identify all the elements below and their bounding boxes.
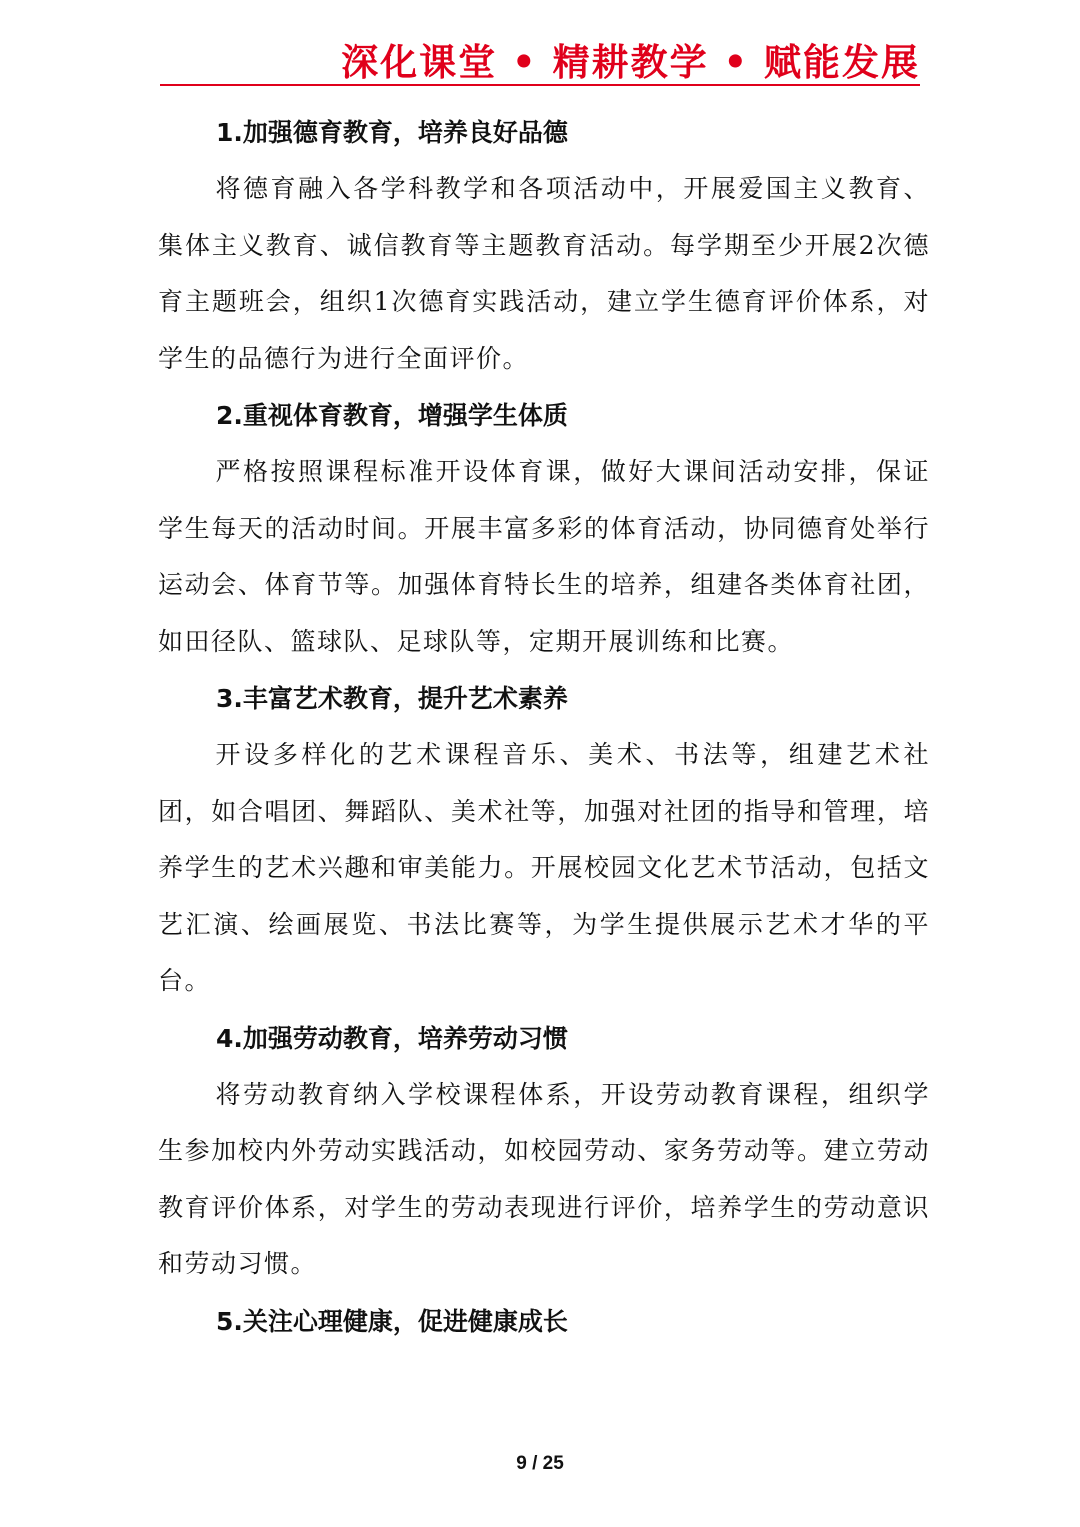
page-number: 9 / 25 bbox=[516, 1453, 564, 1474]
section-heading-5: 5.关注心理健康，促进健康成长 bbox=[216, 1306, 568, 1336]
section-paragraph-1: 将德育融入各学科教学和各项活动中，开展爱国主义教育、集体主义教育、诚信教育等主题教育活动。每学期至少开展2次德育主题班会，组织1次德育实践活动，建立学生德育评价体系，对学生的品德行为进行全面评价。 bbox=[158, 174, 930, 373]
header-divider bbox=[160, 84, 920, 86]
section-heading-4: 4.加强劳动教育，培养劳动习惯 bbox=[216, 1023, 568, 1053]
section-paragraph-4: 将劳动教育纳入学校课程体系，开设劳动教育课程，组织学生参加校内外劳动实践活动，如校园劳动、家务劳动等。建立劳动教育评价体系，对学生的劳动表现进行评价，培养学生的劳动意识和劳动习惯。 bbox=[158, 1079, 930, 1278]
document-body bbox=[158, 104, 930, 1350]
section-heading-3: 3.丰富艺术教育，提升艺术素养 bbox=[216, 684, 568, 713]
section-heading-1: 1.加强德育教育，培养良好品德 bbox=[216, 118, 568, 147]
header-title: 深化课堂 • 精耕教学 • 赋能发展 bbox=[341, 41, 920, 84]
section-paragraph-2: 严格按照课程标准开设体育课，做好大课间活动安排，保证学生每天的活动时间。开展丰富多彩的体育活动，协同德育处举行运动会、体育节等。加强体育特长生的培养，组建各类体育社团，如田径队、篮球队、足球队等，定期开展训练和比赛。 bbox=[158, 457, 930, 656]
section-heading-2: 2.重视体育教育，增强学生体质 bbox=[216, 401, 568, 430]
section-paragraph-3: 开设多样化的艺术课程音乐、美术、书法等，组建艺术社团，如合唱团、舞蹈队、美术社等，加强对社团的指导和管理，培养学生的艺术兴趣和审美能力。开展校园文化艺术节活动，包括文艺汇演、绘画展览、书法比赛等，为学生提供展示艺术才华的平台。 bbox=[158, 740, 930, 995]
